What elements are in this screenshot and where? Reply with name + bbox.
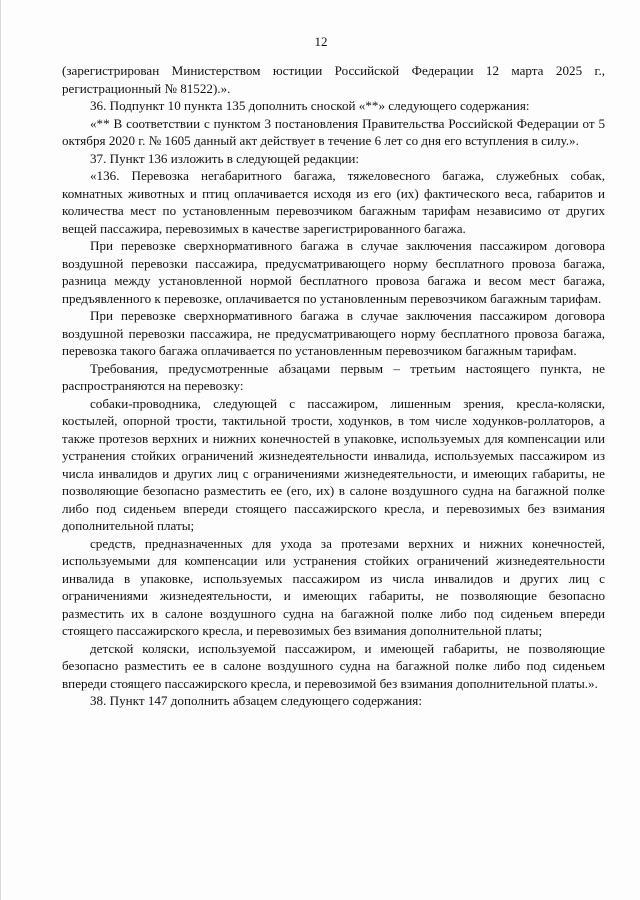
page-number: 12 — [314, 34, 328, 49]
paragraph-136-intro: «136. Перевозка негабаритного багажа, тяжеловесного багажа, служебных собак, комнатных животных и птиц оплачивается исходя из его (их) фактического веса, габаритов и количества мест по установленным перевозчиком багажным тарифам независимо от других вещей пассажира, перевозимых в качестве зарегистрированного багажа. — [62, 168, 605, 236]
document-text — [62, 62, 605, 710]
paragraph-136-exceptions: Требования, предусмотренные абзацами первым – третьим настоящего пункта, не распространяются на перевозку: — [62, 360, 605, 393]
paragraph-136-excess-nofree: При перевозке сверхнормативного багажа в случае заключения пассажиром договора воздушной перевозки пассажира, не предусматривающего норму бесплатного провоза багажа, перевозка такого багажа оплачивается по установленным перевозчиком багажным тарифам. — [62, 308, 605, 358]
paragraph-136-guide-dog: собаки-проводника, следующей с пассажиром, лишенным зрения, кресла-коляски, костылей, опорной трости, тактильной трости, ходунков, в том числе ходунков-роллаторов, а также протезов верхних и нижних конечностей в упаковке, используемых для компенсации или устранения стойких ограничений жизнедеятельности инвалида, используемых пассажиром из числа инвалидов и других лиц с ограничениями жизнедеятельности, и имеющих габариты, не позволяющие безопасно разместить ее (его, их) в салоне воздушного судна на багажной полке либо под сиденьем впереди стоящего пассажирского кресла, и перевозимых без взимания дополнительной платы; — [62, 395, 605, 533]
paragraph-item-36: 36. Подпункт 10 пункта 135 дополнить сноской «**» следующего содержания: — [90, 98, 530, 113]
paragraph-136-prosthesis-care: средств, предназначенных для ухода за протезами верхних и нижних конечностей, используемыми для компенсации или устранения стойких ограничений жизнедеятельности инвалида в упаковке, используемых пассажиром из числа инвалидов и других лиц с ограничениями жизнедеятельности, и имеющих габариты, не позволяющие безопасно разместить их в салоне воздушного судна на багажной полке либо под сиденьем впереди стоящего пассажирского кресла, и перевозимых без взимания дополнительной платы; — [62, 535, 605, 638]
paragraph-136-stroller: детской коляски, используемой пассажиром, и имеющей габариты, не позволяющие безопасно разместить ее в салоне воздушного судна на багажной полке либо под сиденьем впереди стоящего пассажирского кресла, и перевозимой без взимания дополнительной платы.». — [62, 640, 605, 691]
paragraph-registration: (зарегистрирован Министерством юстиции Российской Федерации 12 марта 2025 г., регистрационный № 81522).». — [62, 63, 605, 96]
paragraph-footnote-text: «** В соответствии с пунктом 3 постановления Правительства Российской Федерации от 5 октября 2020 г. № 1605 данный акт действует в течение 6 лет со дня его вступления в силу.». — [62, 115, 605, 148]
paragraph-item-38: 38. Пункт 147 дополнить абзацем следующего содержания: — [90, 693, 422, 708]
paragraph-item-37: 37. Пункт 136 изложить в следующей редакции: — [90, 150, 359, 166]
paragraph-136-excess-free: При перевозке сверхнормативного багажа в случае заключения пассажиром договора воздушной перевозки пассажира, предусматривающего норму бесплатного провоза багажа, разница между установленной нормой бесплатного провоза багажа и весом мест багажа, предъявленного к перевозке, оплачивается по установленным перевозчиком багажным тарифам. — [62, 238, 605, 306]
